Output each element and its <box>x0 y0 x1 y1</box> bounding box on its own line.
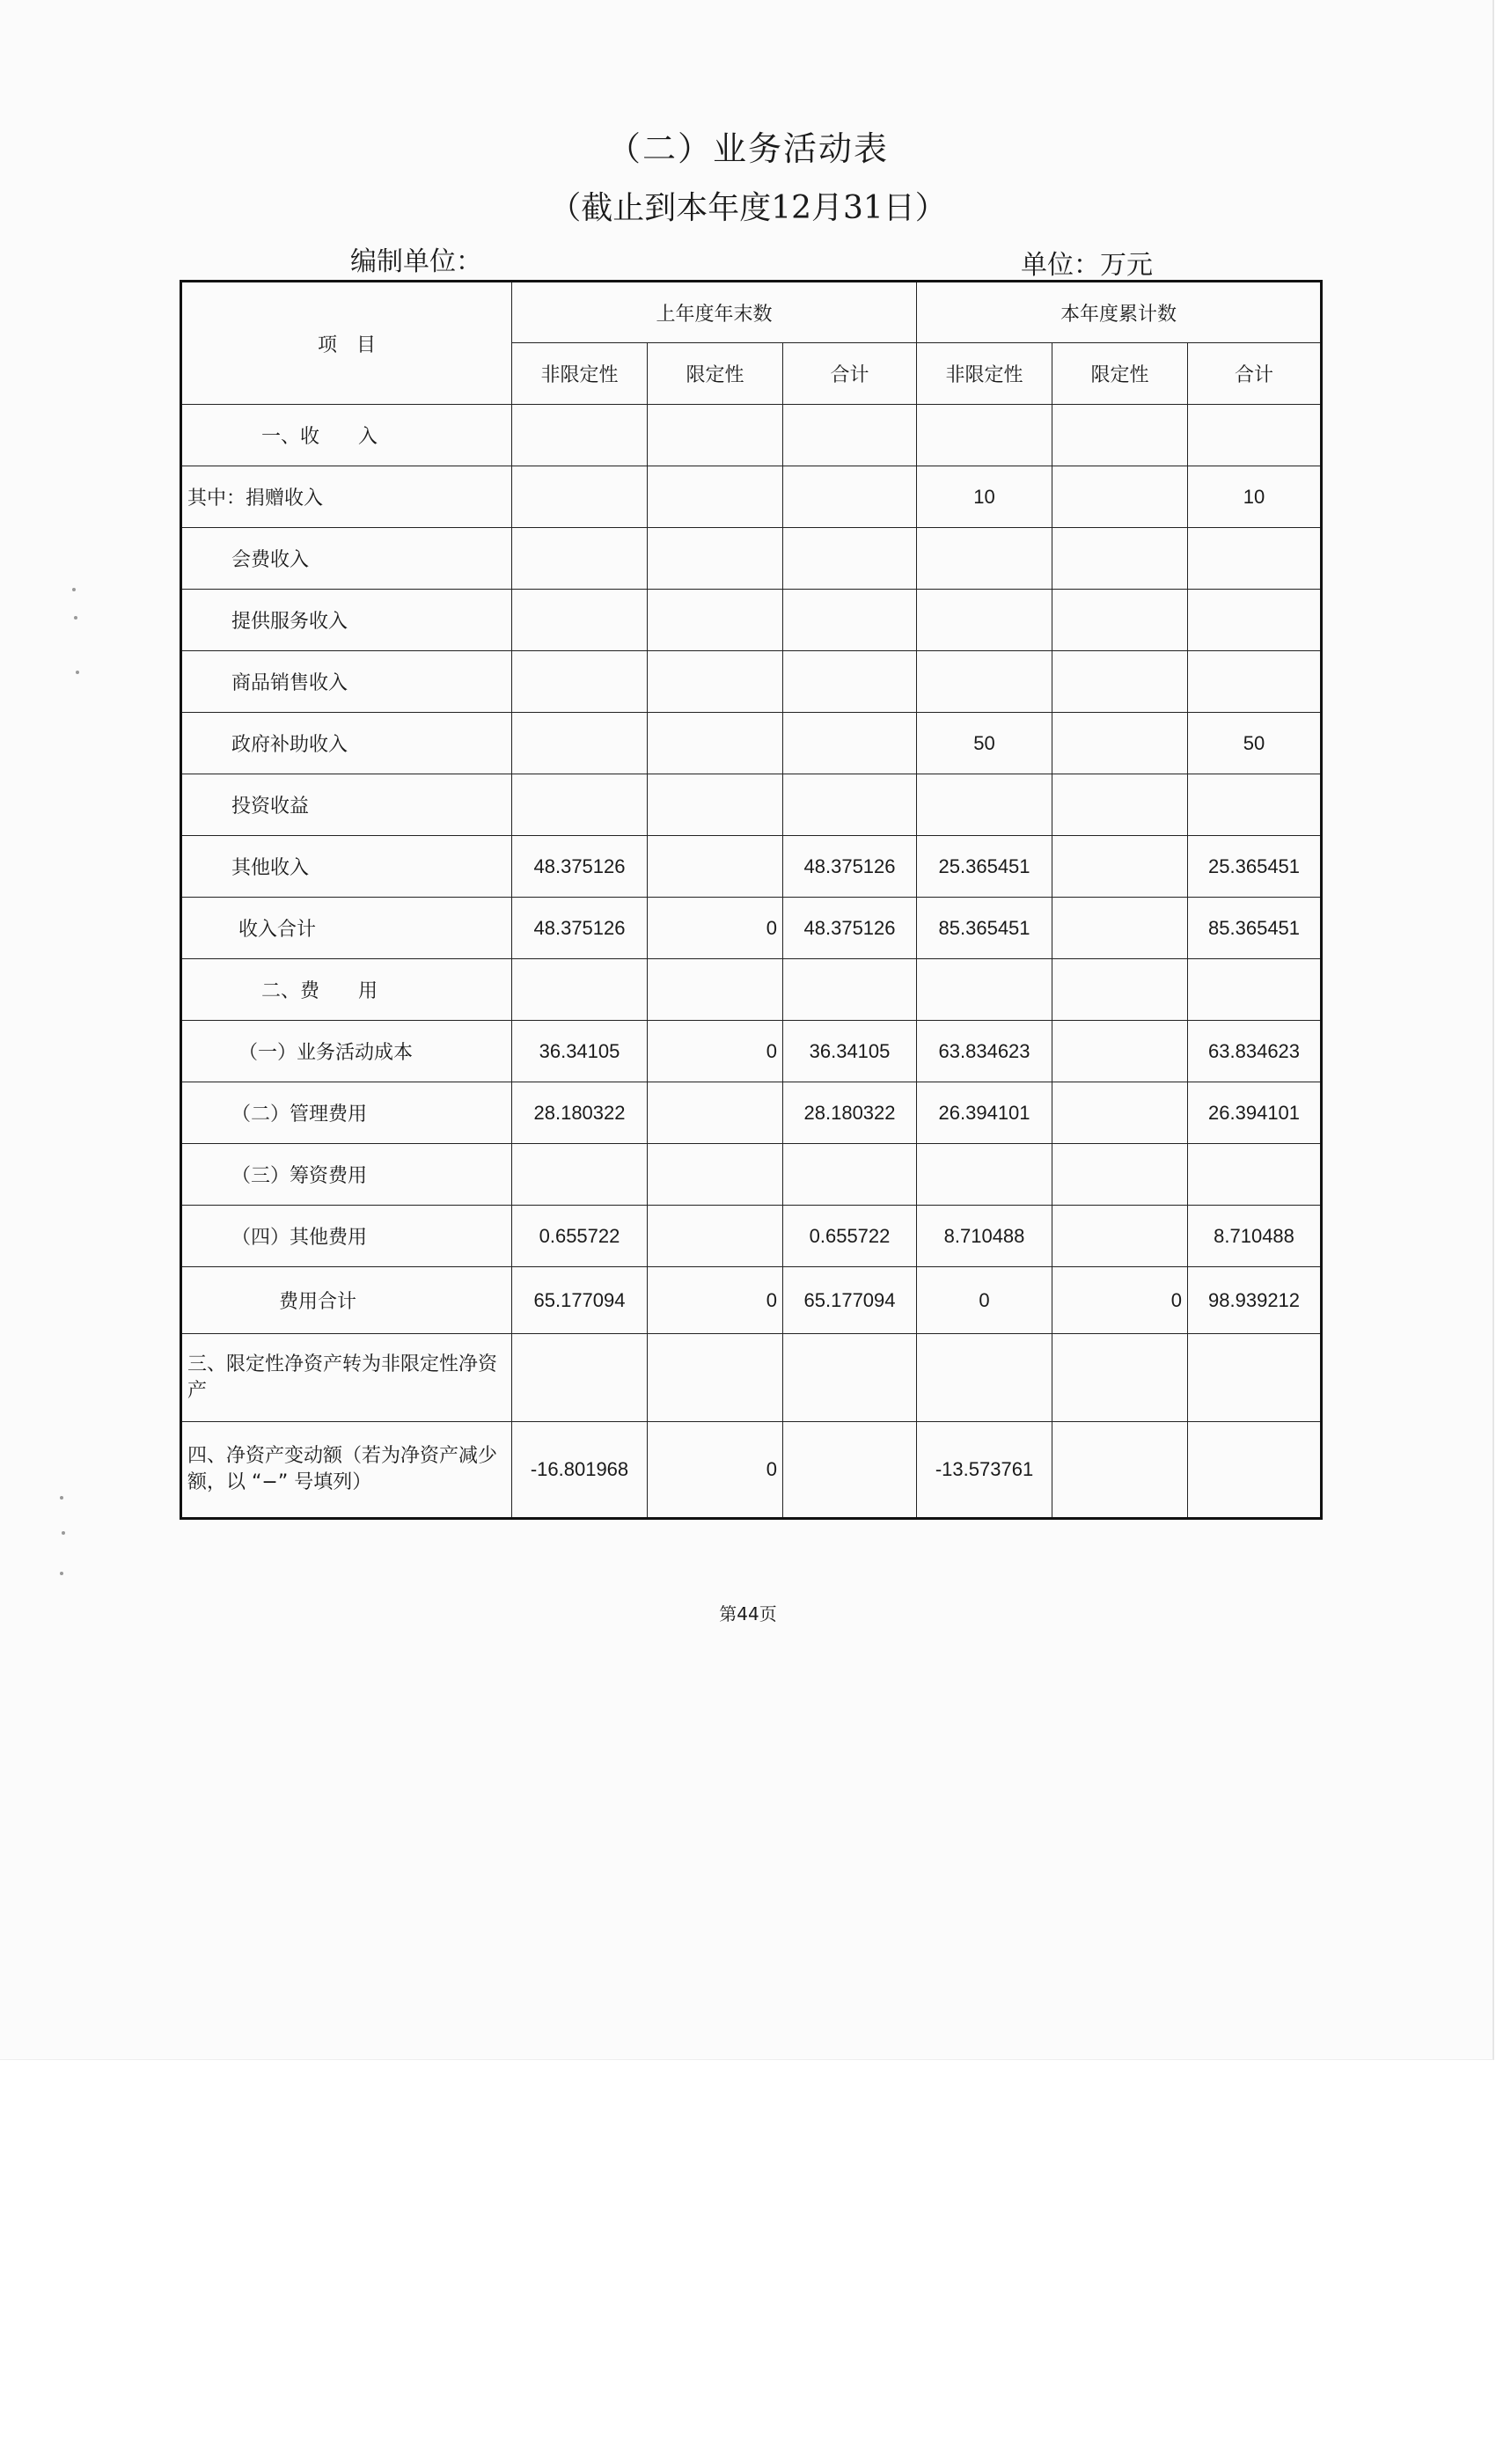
value-cell: -16.801968 <box>512 1422 648 1519</box>
value-cell <box>917 528 1052 590</box>
report-title: （二）业务活动表 <box>606 129 889 168</box>
value-cell: 50 <box>1188 713 1322 774</box>
value-cell: 65.177094 <box>783 1267 917 1334</box>
scan-speck <box>72 588 76 591</box>
value-cell <box>1052 1422 1188 1519</box>
row-label: 二、费 用 <box>181 959 512 1021</box>
value-cell <box>512 590 648 651</box>
header-col: 非限定性 <box>917 343 1052 405</box>
header-col: 限定性 <box>648 343 783 405</box>
table-row <box>181 959 1322 1021</box>
row-label: 投资收益 <box>181 774 512 836</box>
value-cell <box>1188 1334 1322 1422</box>
row-label: （三）筹资费用 <box>181 1144 512 1206</box>
value-cell <box>1052 1082 1188 1144</box>
value-cell <box>512 713 648 774</box>
value-cell <box>1052 713 1188 774</box>
value-cell: 28.180322 <box>512 1082 648 1144</box>
table-row <box>181 1334 1322 1422</box>
value-cell <box>648 713 783 774</box>
row-label: 收入合计 <box>181 898 512 959</box>
value-cell <box>917 590 1052 651</box>
value-cell <box>512 651 648 713</box>
value-cell <box>917 651 1052 713</box>
table-row <box>181 466 1322 528</box>
value-cell <box>648 1206 783 1267</box>
row-label: （一）业务活动成本 <box>181 1021 512 1082</box>
value-cell: 0 <box>648 898 783 959</box>
value-cell <box>512 959 648 1021</box>
value-cell <box>783 774 917 836</box>
value-cell <box>1052 1021 1188 1082</box>
page-number: 第44页 <box>719 1603 777 1624</box>
value-cell: 10 <box>917 466 1052 528</box>
scan-speck <box>60 1572 63 1575</box>
value-cell <box>783 405 917 466</box>
value-cell: 48.375126 <box>512 836 648 898</box>
row-label: 一、收 入 <box>181 405 512 466</box>
value-cell <box>1188 1144 1322 1206</box>
header-item: 项 目 <box>181 282 512 405</box>
value-cell: 8.710488 <box>1188 1206 1322 1267</box>
value-cell <box>917 1144 1052 1206</box>
row-label: 费用合计 <box>181 1267 512 1334</box>
value-cell: 0 <box>1052 1267 1188 1334</box>
table-row <box>181 405 1322 466</box>
value-cell <box>1052 1334 1188 1422</box>
value-cell: 26.394101 <box>1188 1082 1322 1144</box>
value-cell <box>512 774 648 836</box>
table-row <box>181 1206 1322 1267</box>
value-cell: 65.177094 <box>512 1267 648 1334</box>
value-cell <box>1052 774 1188 836</box>
value-cell: 28.180322 <box>783 1082 917 1144</box>
row-label: 其中：捐赠收入 <box>181 466 512 528</box>
value-cell <box>648 590 783 651</box>
value-cell <box>783 1334 917 1422</box>
table-row <box>181 1082 1322 1144</box>
currency-unit: 单位：万元 <box>1021 250 1153 281</box>
value-cell: 48.375126 <box>783 836 917 898</box>
value-cell <box>648 959 783 1021</box>
value-cell: 36.34105 <box>783 1021 917 1082</box>
value-cell: 0 <box>648 1021 783 1082</box>
business-activity-table <box>180 280 1323 1520</box>
value-cell <box>1052 836 1188 898</box>
table-row <box>181 1021 1322 1082</box>
header-curr-year: 本年度累计数 <box>917 282 1322 343</box>
value-cell <box>648 651 783 713</box>
report-subtitle: （截止到本年度12月31日） <box>549 190 947 226</box>
value-cell <box>1188 774 1322 836</box>
value-cell <box>512 1334 648 1422</box>
row-label: 其他收入 <box>181 836 512 898</box>
preparer-label: 编制单位： <box>350 246 482 277</box>
value-cell: 48.375126 <box>512 898 648 959</box>
value-cell: 8.710488 <box>917 1206 1052 1267</box>
table-row <box>181 1144 1322 1206</box>
value-cell <box>783 1144 917 1206</box>
row-label: 政府补助收入 <box>181 713 512 774</box>
value-cell: 98.939212 <box>1188 1267 1322 1334</box>
value-cell <box>1052 590 1188 651</box>
value-cell: 85.365451 <box>917 898 1052 959</box>
value-cell <box>783 466 917 528</box>
header-prev-year: 上年度年末数 <box>512 282 917 343</box>
value-cell <box>783 713 917 774</box>
value-cell <box>783 959 917 1021</box>
value-cell <box>648 774 783 836</box>
row-label: 四、净资产变动额（若为净资产减少额，以 “−” 号填列） <box>181 1422 512 1519</box>
value-cell <box>512 528 648 590</box>
table-row <box>181 1267 1322 1334</box>
header-col: 非限定性 <box>512 343 648 405</box>
value-cell <box>1188 959 1322 1021</box>
value-cell <box>648 528 783 590</box>
table-row <box>181 528 1322 590</box>
scan-speck <box>60 1496 63 1500</box>
value-cell <box>1052 466 1188 528</box>
value-cell: 0 <box>917 1267 1052 1334</box>
value-cell <box>648 466 783 528</box>
value-cell <box>917 405 1052 466</box>
value-cell <box>783 590 917 651</box>
value-cell <box>1188 651 1322 713</box>
value-cell <box>648 1082 783 1144</box>
value-cell <box>512 466 648 528</box>
row-label: （四）其他费用 <box>181 1206 512 1267</box>
table-row <box>181 1422 1322 1519</box>
scan-speck <box>76 671 79 674</box>
table-row <box>181 836 1322 898</box>
value-cell <box>1188 1422 1322 1519</box>
row-label: 提供服务收入 <box>181 590 512 651</box>
value-cell <box>648 1144 783 1206</box>
value-cell: 0.655722 <box>783 1206 917 1267</box>
value-cell: 63.834623 <box>1188 1021 1322 1082</box>
value-cell: -13.573761 <box>917 1422 1052 1519</box>
row-label: 会费收入 <box>181 528 512 590</box>
value-cell <box>648 1334 783 1422</box>
row-label: 商品销售收入 <box>181 651 512 713</box>
value-cell <box>648 836 783 898</box>
value-cell <box>1052 898 1188 959</box>
value-cell <box>512 1144 648 1206</box>
value-cell: 0.655722 <box>512 1206 648 1267</box>
value-cell: 48.375126 <box>783 898 917 959</box>
value-cell <box>648 405 783 466</box>
value-cell <box>1188 405 1322 466</box>
value-cell <box>783 1422 917 1519</box>
value-cell: 63.834623 <box>917 1021 1052 1082</box>
value-cell: 26.394101 <box>917 1082 1052 1144</box>
table-row <box>181 651 1322 713</box>
row-label: 三、限定性净资产转为非限定性净资产 <box>181 1334 512 1422</box>
scan-speck <box>74 616 77 620</box>
value-cell: 85.365451 <box>1188 898 1322 959</box>
header-col: 合计 <box>1188 343 1322 405</box>
value-cell: 36.34105 <box>512 1021 648 1082</box>
value-cell: 0 <box>648 1267 783 1334</box>
table-row <box>181 713 1322 774</box>
value-cell <box>1052 1144 1188 1206</box>
value-cell: 25.365451 <box>1188 836 1322 898</box>
value-cell <box>512 405 648 466</box>
row-label: （二）管理费用 <box>181 1082 512 1144</box>
value-cell <box>1052 405 1188 466</box>
scan-speck <box>62 1531 65 1535</box>
header-col: 限定性 <box>1052 343 1188 405</box>
value-cell <box>783 528 917 590</box>
value-cell <box>783 651 917 713</box>
value-cell <box>917 774 1052 836</box>
value-cell <box>1052 1206 1188 1267</box>
value-cell <box>1052 528 1188 590</box>
value-cell <box>1188 590 1322 651</box>
value-cell: 50 <box>917 713 1052 774</box>
table-row <box>181 898 1322 959</box>
value-cell <box>917 959 1052 1021</box>
value-cell: 0 <box>648 1422 783 1519</box>
value-cell <box>1052 959 1188 1021</box>
header-col: 合计 <box>783 343 917 405</box>
table-row <box>181 590 1322 651</box>
table-row <box>181 774 1322 836</box>
value-cell <box>1188 528 1322 590</box>
value-cell <box>1052 651 1188 713</box>
value-cell: 10 <box>1188 466 1322 528</box>
value-cell <box>917 1334 1052 1422</box>
value-cell: 25.365451 <box>917 836 1052 898</box>
